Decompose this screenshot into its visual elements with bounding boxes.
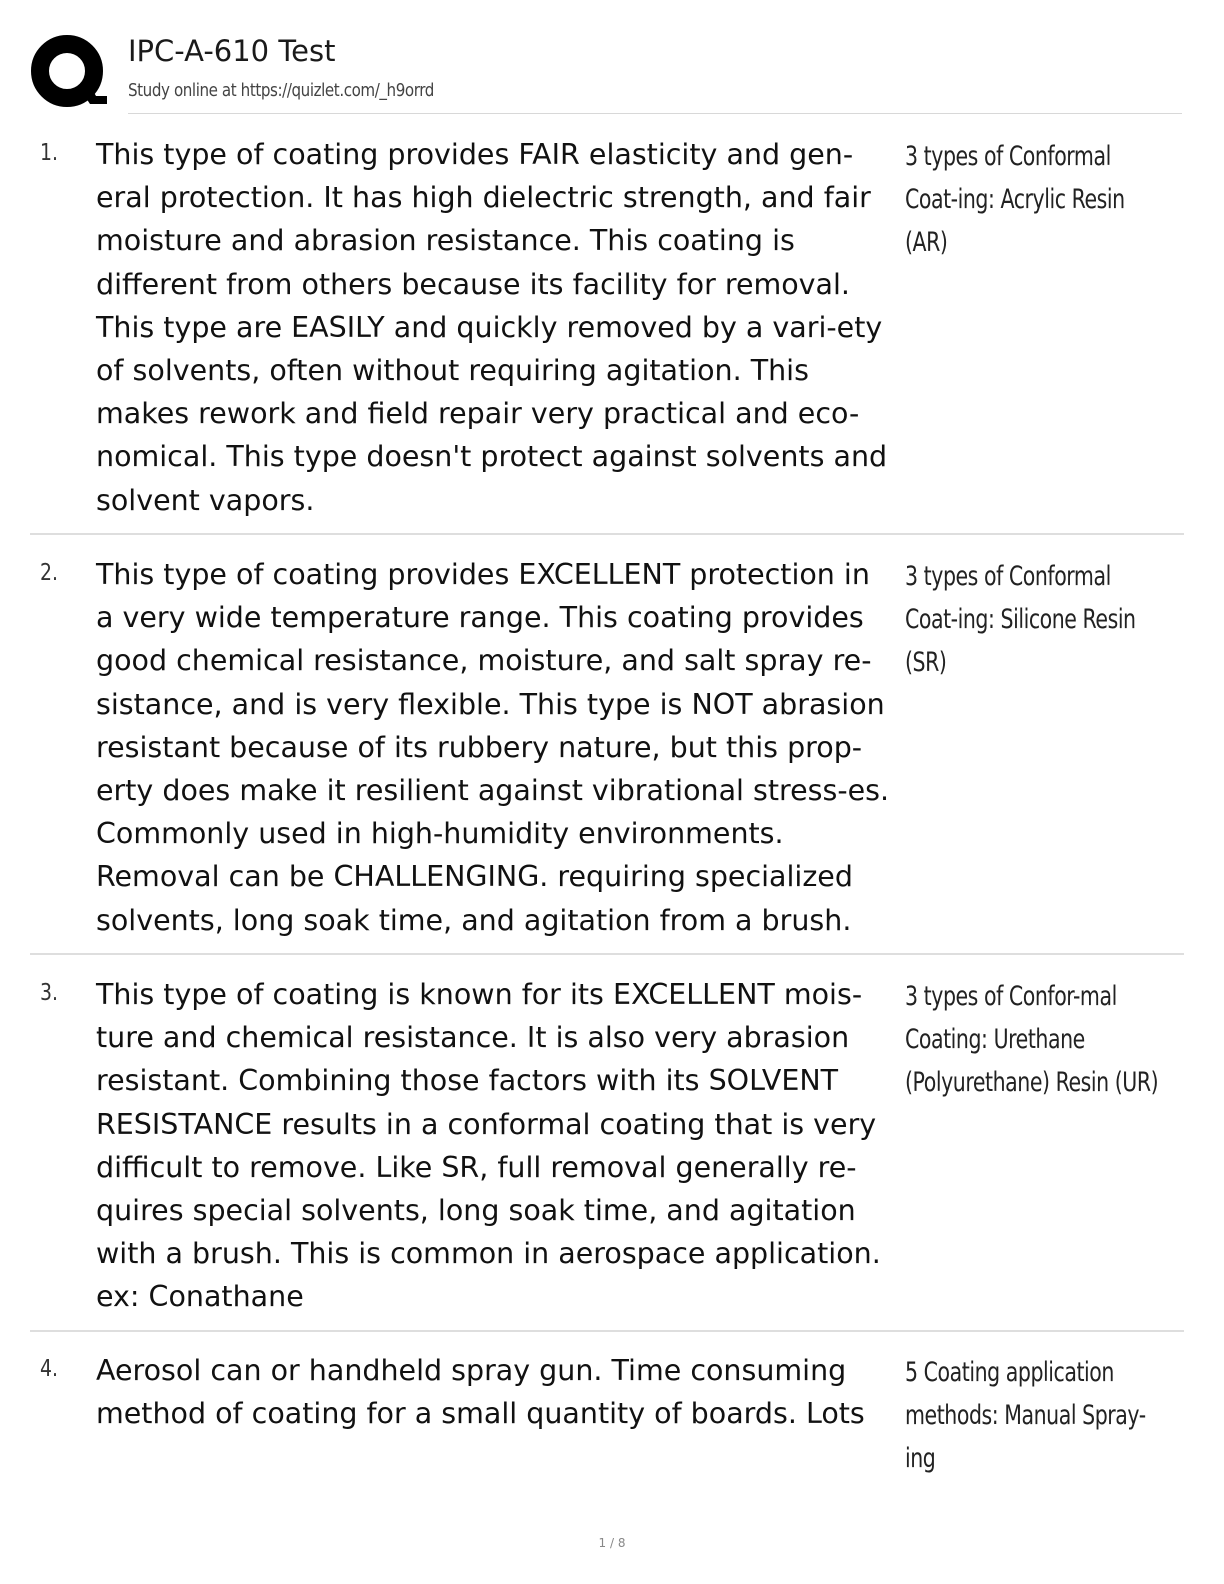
page-title: IPC-A-610 Test — [128, 34, 336, 68]
card-divider — [30, 1330, 1184, 1332]
card-definition: 5 Coating application methods: Manual Spray-ing — [905, 1357, 1146, 1475]
quizlet-q-logo-icon — [30, 34, 108, 110]
card-definition: 3 types of Conformal Coat-ing: Silicone Resin (SR) — [905, 561, 1136, 679]
card-term: This type of coating provides EXCELLENT protection in a very wide temperature range. This coating provides good chemical resistance, moisture, and salt spray re-sistance, and is very flexible. This type is NOT abrasion resistant because of its rubbery nature, but this prop-erty does make it resilient against vibrational stress-es. Commonly used in high-humidity environments. Removal can be CHALLENGING. requiring specialized solvents, long soak time, and agitation from a brush. — [96, 558, 890, 937]
page-header — [30, 30, 1184, 114]
card-definition: 3 types of Confor-mal Coating: Urethane (Polyurethane) Resin (UR) — [905, 981, 1159, 1099]
card-divider — [30, 953, 1184, 955]
card-term: Aerosol can or handheld spray gun. Time consuming method of coating for a small quantity of boards. Lots — [96, 1354, 865, 1431]
card-term: This type of coating is known for its EXCELLENT mois-ture and chemical resistance. It is also very abrasion resistant. Combining those factors with its SOLVENT RESISTANCE results in a conformal coating that is very difficult to remove. Like SR, full removal generally re-quires special solvents, long soak time, and agitation with a brush. This is common in aerospace application. ex: Conathane — [96, 978, 881, 1314]
card-divider — [30, 533, 1184, 535]
card-definition: 3 types of Conformal Coat-ing: Acrylic Resin (AR) — [905, 141, 1125, 259]
study-online-link[interactable]: Study online at https://quizlet.com/_h9orrd — [128, 80, 434, 101]
page-number: 1 / 8 — [598, 1536, 626, 1550]
card-number: 2. — [40, 560, 59, 586]
card-number: 4. — [40, 1356, 59, 1382]
card-number: 3. — [40, 980, 59, 1006]
card-term: This type of coating provides FAIR elasticity and gen-eral protection. It has high dielectric strength, and fair moisture and abrasion resistance. This coating is different from others because its facility for removal. This type are EASILY and quickly removed by a vari-ety of solvents, often without requiring agitation. This makes rework and field repair very practical and eco-nomical. This type doesn't protect against solvents and solvent vapors. — [96, 138, 888, 517]
header-divider — [128, 113, 1182, 114]
card-number: 1. — [40, 140, 59, 166]
